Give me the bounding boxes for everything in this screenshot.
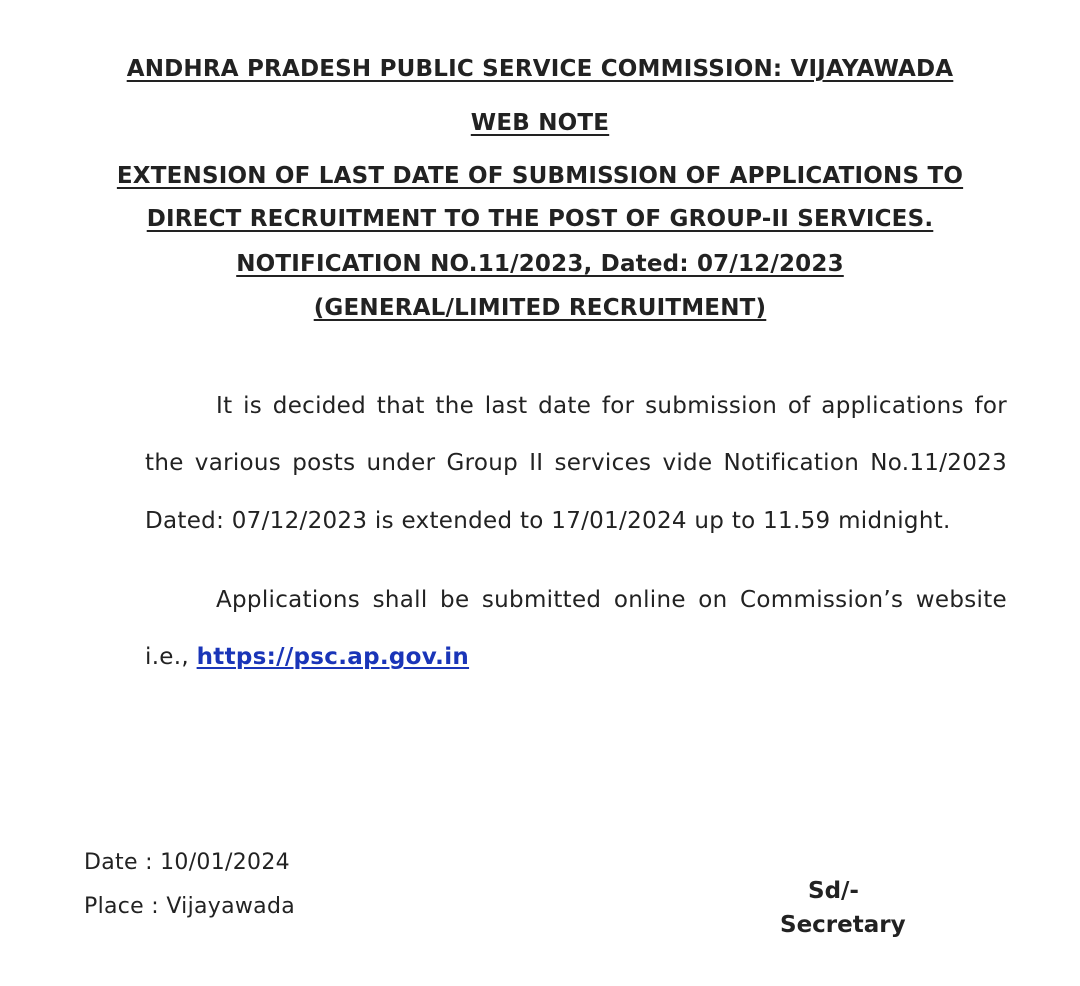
subject-line-1: EXTENSION OF LAST DATE OF SUBMISSION OF APPLICATIONS TO	[116, 163, 964, 189]
note-type-heading: WEB NOTE	[470, 110, 610, 136]
signature-designation: Secretary	[780, 912, 906, 938]
date-value: 10/01/2024	[160, 850, 290, 875]
place-value: Vijayawada	[166, 894, 296, 919]
para2-line1: Applications shall be submitted online on Commission’s website	[216, 587, 1007, 613]
website-prefix: i.e.,	[145, 644, 189, 670]
para2-line2	[145, 646, 1007, 669]
para1-line1: It is decided that the last date for submission of applications for	[216, 393, 1007, 419]
recruitment-type-line: (GENERAL/LIMITED RECRUITMENT)	[313, 295, 767, 321]
signature-sd: Sd/-	[808, 878, 859, 904]
website-link[interactable]: https://psc.ap.gov.in	[196, 644, 470, 670]
place-row	[84, 894, 295, 919]
date-row	[84, 850, 290, 875]
place-label: Place	[84, 894, 144, 919]
para1-line2: the various posts under Group II services vide Notification No.11/2023	[145, 450, 1007, 476]
date-separator: :	[145, 850, 153, 875]
subject-line-2: DIRECT RECRUITMENT TO THE POST OF GROUP-II SERVICES.	[146, 206, 934, 232]
para1-line3: Dated: 07/12/2023 is extended to 17/01/2024 up to 11.59 midnight.	[145, 508, 951, 534]
place-separator: :	[151, 894, 160, 919]
notification-line: NOTIFICATION NO.11/2023, Dated: 07/12/2023	[236, 251, 844, 277]
commission-title: ANDHRA PRADESH PUBLIC SERVICE COMMISSION: VIJAYAWADA	[126, 56, 954, 82]
date-label: Date	[84, 850, 138, 875]
